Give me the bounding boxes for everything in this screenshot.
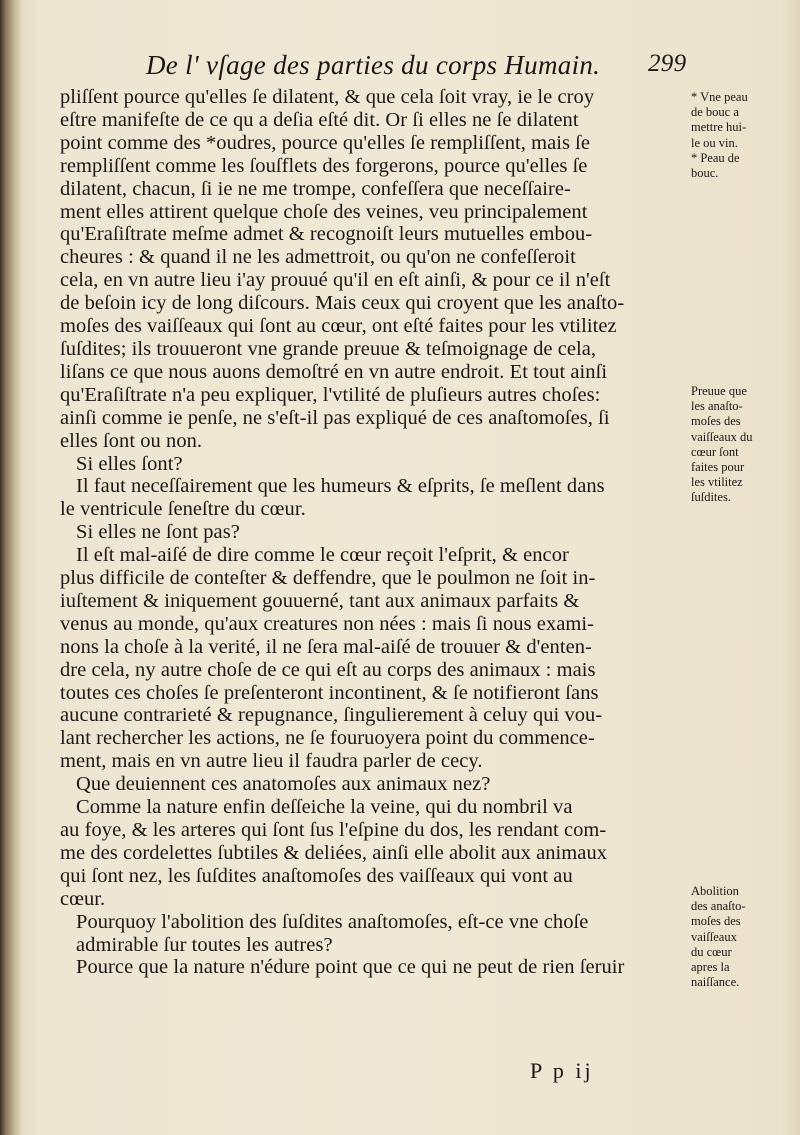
text-line: aucune contrarieté & repugnance, ſingulierement à celuy qui vou- (60, 704, 603, 727)
text-line: qu'Eraſiſtrate n'a peu expliquer, l'vtilité de pluſieurs autres choſes: (60, 383, 601, 406)
margin-note-line: * Vne peau (691, 90, 748, 104)
text-line: ſuſdites; ils trouueront vne grande preuue & teſmoignage de cela, (60, 337, 597, 360)
text-line: liſans ce que nous auons demoſtré en vn autre endroit. Et tout ainſi (60, 360, 608, 383)
text-line: plus difficile de conteſter & deffendre, que le poulmon ne ſoit in- (60, 567, 596, 590)
margin-note-line: * Peau de (691, 150, 740, 165)
text-line: rempliſſent comme les ſouſflets des forgerons, pource qu'elles ſe (60, 154, 588, 177)
text-line: qui ſont nez, les ſuſdites anaſtomoſes des vaiſſeaux qui vont au (60, 864, 573, 887)
margin-note-line: moſes des (691, 914, 741, 929)
signature-mark: P p ij (530, 1058, 594, 1083)
margin-note-line: apres la (691, 959, 730, 974)
text-line: ment elles attirent quelque choſe des veines, veu principalement (60, 200, 588, 223)
text-line: cœur. (60, 887, 106, 910)
text-line: venus au monde, qu'aux creatures non nées : mais ſi nous exami- (60, 612, 595, 635)
text-line: nons la choſe à la verité, il ne ſera mal-aiſé de trouuer & d'enten- (60, 635, 592, 658)
page-number: 299 (648, 50, 687, 77)
margin-note-line: moſes des (691, 414, 741, 429)
running-head-title: De l' vſage des parties du corps Humain. (146, 50, 601, 80)
text-line: cela, en vn autre lieu i'ay prouué qu'il en eſt ainſi, & pour ce il n'eſt (60, 269, 611, 292)
running-head (146, 50, 686, 86)
text-line: Pourquoy l'abolition des ſuſdites anaſtomoſes, eſt-ce vne choſe (76, 910, 589, 933)
text-line: ment, mais en vn autre lieu il faudra parler de cecy. (60, 750, 483, 773)
margin-note-line: bouc. (691, 165, 719, 180)
margin-note-line: faites pour (691, 459, 745, 474)
text-line: lant rechercher les actions, ne ſe fouruoyera point du commence- (60, 727, 595, 750)
margin-note-line: du cœur (691, 944, 732, 959)
main-text-block (60, 86, 684, 979)
text-line: Si elles ne ſont pas? (76, 521, 240, 544)
margin-note-line: cœur ſont (691, 444, 739, 459)
text-line: toutes ces choſes ſe preſenteront incontinent, & ſe notifieront ſans (60, 681, 599, 704)
text-line: dilatent, chacun, ſi ie ne me trompe, confeſſera que neceſſaire- (60, 177, 571, 200)
text-line: de beſoin icy de long diſcours. Mais ceux qui croyent que les anaſto- (60, 292, 625, 315)
text-line: Comme la nature enfin deſſeiche la veine, qui du nombril va (76, 796, 573, 819)
margin-note (691, 90, 791, 181)
text-line: qu'Eraſiſtrate meſme admet & recognoiſt leurs mutuelles embou- (60, 223, 593, 246)
text-line: au foye, & les arteres qui ſont ſus l'eſpine du dos, les rendant com- (60, 819, 607, 841)
text-line: Il eſt mal-aiſé de dire comme le cœur reçoit l'eſprit, & encor (76, 544, 569, 567)
margin-note-line: ſuſdites. (691, 490, 731, 505)
margin-note-line: vaiſſeaux du (691, 429, 753, 444)
text-line: le ventricule ſeneſtre du cœur. (60, 498, 306, 521)
text-line: Si elles ſont? (76, 452, 183, 475)
text-line: ainſi comme ie penſe, ne s'eſt-il pas expliqué de ces anaſtomoſes, ſi (60, 406, 610, 429)
margin-note-line: des anaſto- (691, 899, 746, 914)
text-line: point comme des *oudres, pource qu'elles ſe rempliſſent, mais ſe (60, 131, 591, 154)
text-line: elles ſont ou non. (60, 429, 203, 452)
text-line: Pource que la nature n'édure point que ce qui ne peut de rien ſeruir (76, 956, 625, 979)
margin-note (691, 884, 791, 990)
text-line: admirable ſur toutes les autres? (76, 933, 333, 956)
margin-note-line: Abolition (691, 884, 739, 898)
text-line: moſes des vaiſſeaux qui ſont au cœur, ont eſté faites pour les vtilitez (60, 315, 617, 338)
margin-note-line: vaiſſeaux (691, 929, 737, 944)
text-line: pliſſent pource qu'elles ſe dilatent, & que cela ſoit vray, ie le croy (60, 86, 595, 108)
margin-note-line: de bouc a (691, 105, 739, 120)
text-line: cheures : & quand il ne les admettroit, ou qu'on ne confeſſeroit (60, 246, 576, 269)
margin-note-line: Preuue que (691, 384, 747, 398)
text-line: iuſtement & iniquement gouuerné, tant aux animaux parfaits & (60, 589, 580, 612)
text-line: dre cela, ny autre choſe de ce qui eſt au corps des animaux : mais (60, 658, 596, 681)
margin-note-line: mettre hui- (691, 120, 747, 135)
margin-note-line: les anaſto- (691, 399, 743, 414)
margin-note-line: naiſſance. (691, 975, 740, 990)
book-gutter (0, 0, 22, 1135)
margin-note-line: les vtilitez (691, 475, 743, 490)
text-line: me des cordelettes ſubtiles & deliées, ainſi elle abolit aux animaux (60, 841, 608, 864)
text-line: Il faut neceſſairement que les humeurs & eſprits, ſe meſlent dans (76, 475, 605, 498)
text-line: Que deuiennent ces anatomoſes aux animaux nez? (76, 773, 491, 796)
margin-note-line: le ou vin. (691, 135, 738, 150)
text-line: eſtre manifeſte de ce qu a deſia eſté dit. Or ſi elles ne ſe dilatent (60, 108, 579, 131)
margin-note (691, 384, 791, 506)
